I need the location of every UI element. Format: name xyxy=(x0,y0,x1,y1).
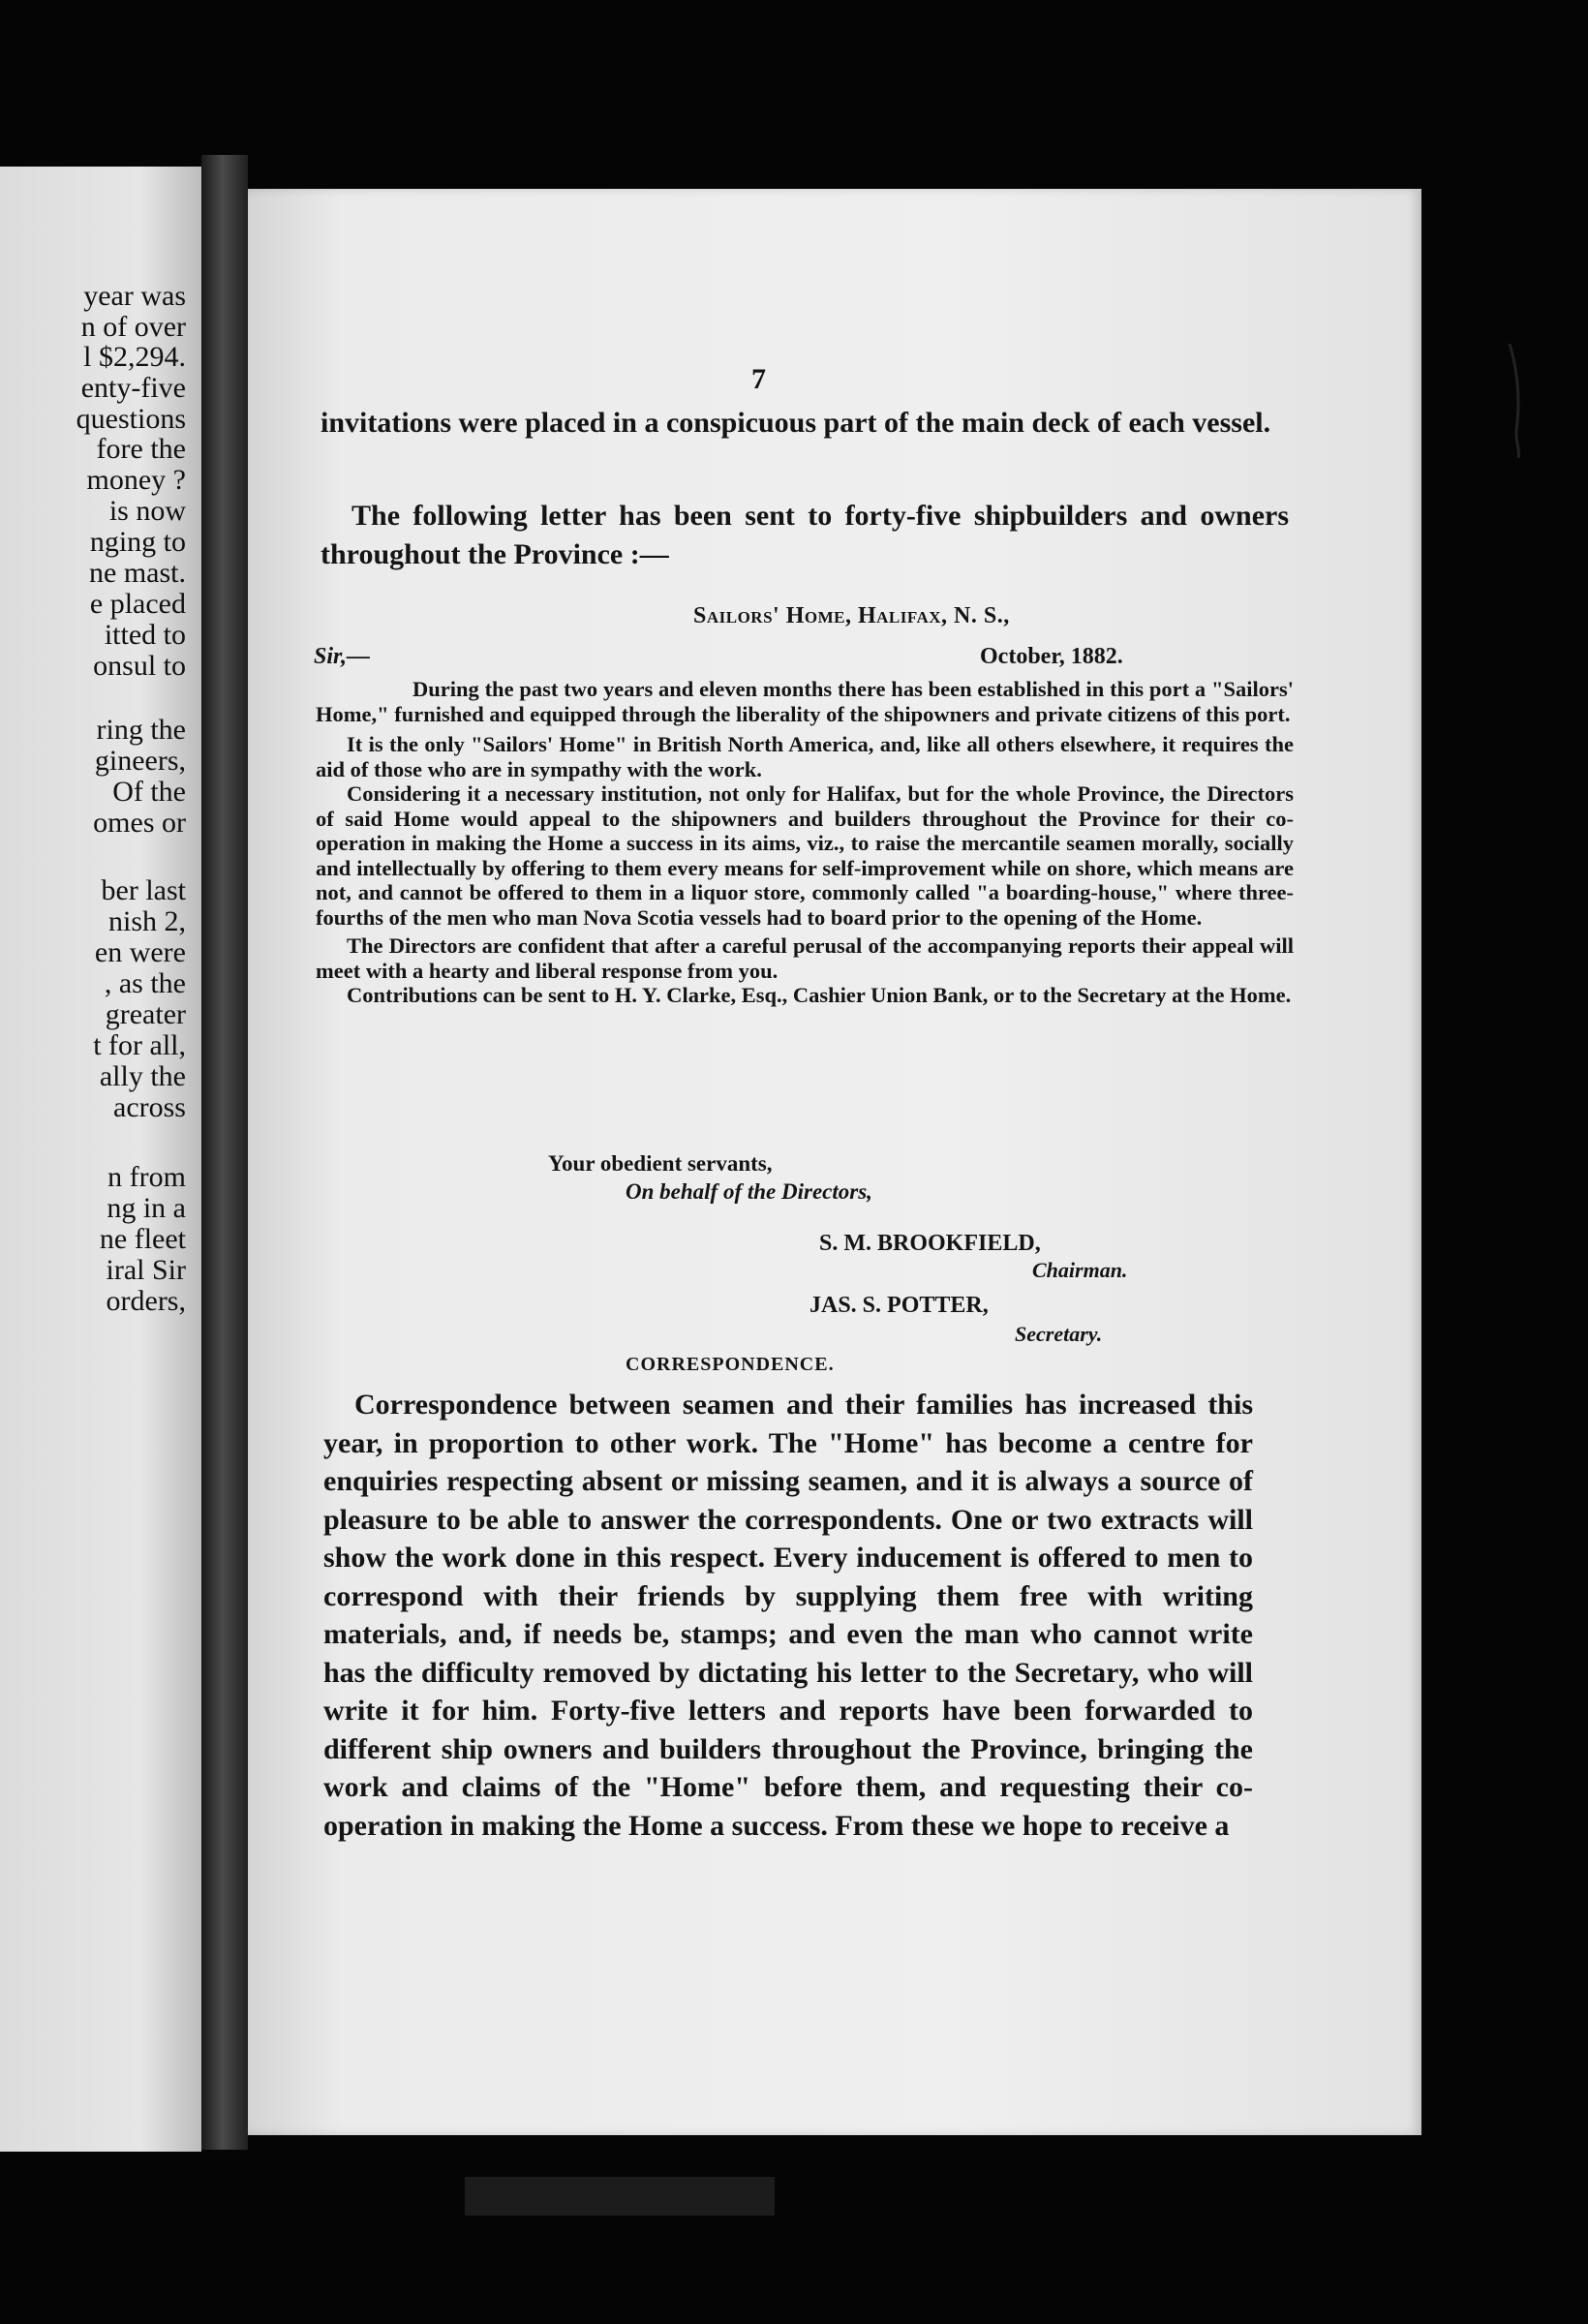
page-number: 7 xyxy=(751,363,766,395)
signer-secretary-title: Secretary. xyxy=(1015,1322,1103,1346)
left-page-line: iral Sir xyxy=(106,1254,186,1286)
section-heading: CORRESPONDENCE. xyxy=(626,1354,835,1375)
left-page-line: enty-five xyxy=(80,372,186,404)
left-page-line: omes or xyxy=(93,807,186,839)
letter-body xyxy=(316,677,1294,1008)
letter-salutation: Sir,— xyxy=(314,644,371,669)
left-page-line: year was xyxy=(83,280,186,312)
letter-paragraph: It is the only "Sailors' Home" in British North America, and, like all others elsewhere, it requires the aid of those who are in sympathy with the work. xyxy=(316,732,1294,781)
left-page-line: questions xyxy=(76,403,186,435)
left-page-line: ber last xyxy=(101,874,186,906)
left-facing-page xyxy=(0,167,201,2152)
left-page-line: nish 2, xyxy=(107,905,186,937)
left-page-line: across xyxy=(113,1091,186,1123)
left-page-line: en were xyxy=(94,936,186,968)
correspondence-paragraph: Correspondence between seamen and their families has increased this year, in proportion to other work. The "Home" has become a centre for enquiries respecting absent or missing seamen, and it is always a source of pleasure to be able to answer the correspondents. One or two extracts will show the work done in this respect. Every inducement is offered to men to correspond with their friends by supplying them free with writing materials, and, if needs be, stamps; and even the man who cannot write has the difficulty removed by dictating his letter to the Secretary, who will write it for him. Forty-five letters and reports have been forwarded to different ship owners and builders throughout the Province, bringing the work and claims of the "Home" before them, and requesting their co-operation in making the Home a success. From these we hope to receive a xyxy=(323,1389,1253,1842)
archive-stamp xyxy=(465,2177,775,2216)
letter-paragraph: During the past two years and eleven months there has been established in this port a "Sailors' Home," furnished and equipped through the liberality of the shipowners and private citizens of this port. xyxy=(316,677,1294,726)
left-page-line: Of the xyxy=(112,776,186,808)
left-page-line: n from xyxy=(107,1161,186,1193)
signer-chairman-title: Chairman. xyxy=(1032,1258,1128,1282)
book-gutter xyxy=(201,155,248,2150)
left-page-line: ne fleet xyxy=(99,1223,186,1255)
left-page-line: onsul to xyxy=(93,650,186,682)
left-page-line: ally the xyxy=(99,1060,186,1092)
left-page-line: ne mast. xyxy=(89,557,186,589)
letter-paragraph: Considering it a necessary institution, not only for Halifax, but for the whole Province, the Directors of said Home would appeal to the shipowners and builders throughout the Province for their co-operation in making the Home a success in its aims, viz., to raise the mercantile seamen morally, socially and intellectually by offering to them every means for self-improvement while on shore, which means are not, and cannot be offered to them in a liquor store, commonly called "a boarding-house," where three-fourths of the men who man Nova Scotia vessels had to board prior to the opening of the Home. xyxy=(316,781,1294,930)
left-page-line: e placed xyxy=(89,588,186,620)
left-page-line: , as the xyxy=(104,967,186,999)
left-page-line: greater xyxy=(105,998,186,1030)
left-page-line: is now xyxy=(108,495,186,527)
left-page-line: money ? xyxy=(86,464,186,496)
letter-closing: Your obedient servants, xyxy=(548,1151,773,1176)
letter-date: October, 1882. xyxy=(980,644,1123,669)
intro-paragraph: invitations were placed in a conspicuous part of the main deck of each vessel. xyxy=(321,407,1271,439)
left-page-line: gineers, xyxy=(94,745,186,777)
signer-chairman-name: S. M. BROOKFIELD, xyxy=(819,1231,1041,1256)
page-mark-icon xyxy=(1507,344,1528,460)
letter-intro-paragraph: The following letter has been sent to forty-five shipbuilders and owners throughout the Province :— xyxy=(321,500,1289,570)
left-page-line: nging to xyxy=(89,526,186,558)
left-page-line: ring the xyxy=(96,714,186,746)
left-page-line: itted to xyxy=(104,619,186,651)
left-page-line: ng in a xyxy=(107,1192,186,1224)
left-page-line: fore the xyxy=(96,433,186,465)
left-page-line: n of over xyxy=(80,311,186,343)
left-page-line: orders, xyxy=(106,1285,186,1317)
left-page-line: t for all, xyxy=(93,1029,186,1061)
letter-behalf: On behalf of the Directors, xyxy=(626,1179,872,1204)
letter-paragraph: Contributions can be sent to H. Y. Clarke, Esq., Cashier Union Bank, or to the Secretary at the Home. xyxy=(347,983,1292,1007)
letter-address: Sailors' Home, Halifax, N. S., xyxy=(693,603,1010,628)
signer-secretary-name: JAS. S. POTTER, xyxy=(809,1293,989,1318)
main-page xyxy=(248,189,1421,2135)
letter-paragraph: The Directors are confident that after a careful perusal of the accompanying reports their appeal will meet with a hearty and liberal response from you. xyxy=(316,933,1294,983)
left-page-line: l $2,294. xyxy=(83,341,186,373)
